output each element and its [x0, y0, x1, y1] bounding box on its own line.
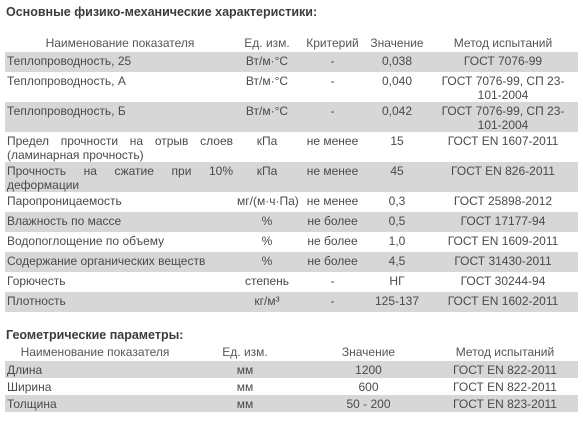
cell-value: 45 — [366, 162, 428, 192]
cell-method: ГОСТ EN 826-2011 — [428, 162, 578, 192]
cell-value: 15 — [366, 132, 428, 162]
table-row — [5, 52, 578, 72]
cell-name: Теплопроводность, 25 — [5, 52, 235, 72]
cell-method: ГОСТ EN 822-2011 — [432, 361, 578, 378]
cell-method: ГОСТ EN 1607-2011 — [428, 132, 578, 162]
cell-name: Плотность — [5, 292, 235, 312]
cell-name: Влажность по массе — [5, 212, 235, 232]
cell-unit: Вт/м·°С — [235, 72, 299, 102]
table-row — [5, 232, 578, 252]
section-title-geometric: Геометрические параметры: — [6, 328, 184, 342]
cell-value: 4,5 — [366, 252, 428, 272]
cell-method: ГОСТ 7076-99 — [428, 52, 578, 72]
cell-unit: кг/м³ — [235, 292, 299, 312]
cell-criterion: - — [299, 272, 366, 292]
table-row — [5, 292, 578, 312]
cell-name: Содержание органических веществ — [5, 252, 235, 272]
cell-method: ГОСТ EN 1609-2011 — [428, 232, 578, 252]
cell-criterion: не более — [299, 232, 366, 252]
cell-criterion: - — [299, 52, 366, 72]
cell-unit: Вт/м·°С — [235, 52, 299, 72]
table-header-row — [5, 34, 578, 52]
cell-value: 125-137 — [366, 292, 428, 312]
cell-value: 600 — [305, 378, 432, 395]
cell-method: ГОСТ 31430-2011 — [428, 252, 578, 272]
cell-value: 0,3 — [366, 192, 428, 212]
table-row — [5, 378, 578, 395]
cell-unit: Вт/м·°С — [235, 102, 299, 132]
cell-value: 50 - 200 — [305, 395, 432, 412]
cell-name: Ширина — [5, 378, 185, 395]
cell-name: Толщина — [5, 395, 185, 412]
cell-criterion: - — [299, 72, 366, 102]
cell-method: ГОСТ 25898-2012 — [428, 192, 578, 212]
cell-unit: мм — [185, 395, 305, 412]
table-row — [5, 252, 578, 272]
cell-unit: мг/(м·ч·Па) — [235, 192, 299, 212]
physical-properties-table — [5, 34, 578, 312]
cell-value: НГ — [366, 272, 428, 292]
cell-unit: кПа — [235, 132, 299, 162]
cell-criterion: не менее — [299, 162, 366, 192]
cell-unit: % — [235, 212, 299, 232]
cell-unit: % — [235, 232, 299, 252]
cell-value: 0,038 — [366, 52, 428, 72]
cell-unit: кПа — [235, 162, 299, 192]
column-header-unit: Ед. изм. — [244, 36, 290, 50]
cell-value: 1200 — [305, 361, 432, 378]
cell-name: Водопоглощение по объему — [5, 232, 235, 252]
cell-method: ГОСТ EN 822-2011 — [432, 378, 578, 395]
cell-value: 0,042 — [366, 102, 428, 132]
table-row — [5, 272, 578, 292]
table-row — [5, 72, 578, 102]
cell-name: Горючесть — [5, 272, 235, 292]
column-header-method: Метод испытаний — [455, 345, 555, 359]
cell-criterion: не менее — [299, 192, 366, 212]
table-row — [5, 395, 578, 412]
cell-method: ГОСТ EN 1602-2011 — [428, 292, 578, 312]
cell-value: 1,0 — [366, 232, 428, 252]
table-row — [5, 361, 578, 378]
cell-name: Прочность на сжатие при 10% деформации — [7, 164, 233, 192]
table-header-row — [5, 343, 578, 361]
cell-method: ГОСТ 30244-94 — [428, 272, 578, 292]
cell-name: Паропроницаемость — [5, 192, 235, 212]
cell-unit: степень — [235, 272, 299, 292]
cell-value: 0,5 — [366, 212, 428, 232]
column-header-unit: Ед. изм. — [222, 345, 268, 359]
cell-unit: % — [235, 252, 299, 272]
cell-method: ГОСТ 7076-99, СП 23-101-2004 — [428, 72, 578, 102]
column-header-criterion: Критерий — [306, 36, 359, 50]
cell-method: ГОСТ 7076-99, СП 23-101-2004 — [428, 102, 578, 132]
table-row — [5, 192, 578, 212]
column-header-name: Наименование показателя — [20, 345, 170, 359]
cell-criterion: - — [299, 292, 366, 312]
cell-criterion: не более — [299, 212, 366, 232]
cell-value: 0,040 — [366, 72, 428, 102]
cell-method: ГОСТ EN 823-2011 — [432, 395, 578, 412]
column-header-value: Значение — [341, 345, 396, 359]
column-header-name: Наименование показателя — [45, 36, 195, 50]
table-row — [5, 102, 578, 132]
cell-method: ГОСТ 17177-94 — [428, 212, 578, 232]
section-title-physical: Основные физико-механические характеристики: — [6, 5, 318, 19]
column-header-method: Метод испытаний — [453, 36, 553, 50]
cell-unit: мм — [185, 361, 305, 378]
cell-unit: мм — [185, 378, 305, 395]
cell-name: Теплопроводность, А — [5, 72, 235, 102]
cell-criterion: - — [299, 102, 366, 132]
cell-name: Предел прочности на отрыв слоев (ламинарная прочность) — [7, 134, 233, 162]
cell-criterion: не менее — [299, 132, 366, 162]
cell-name: Длина — [5, 361, 185, 378]
table-row — [5, 132, 578, 162]
cell-name: Теплопроводность, Б — [5, 102, 235, 132]
geometric-parameters-table — [5, 343, 578, 412]
column-header-value: Значение — [370, 36, 424, 50]
table-row — [5, 212, 578, 232]
cell-criterion: не более — [299, 252, 366, 272]
table-row — [5, 162, 578, 192]
